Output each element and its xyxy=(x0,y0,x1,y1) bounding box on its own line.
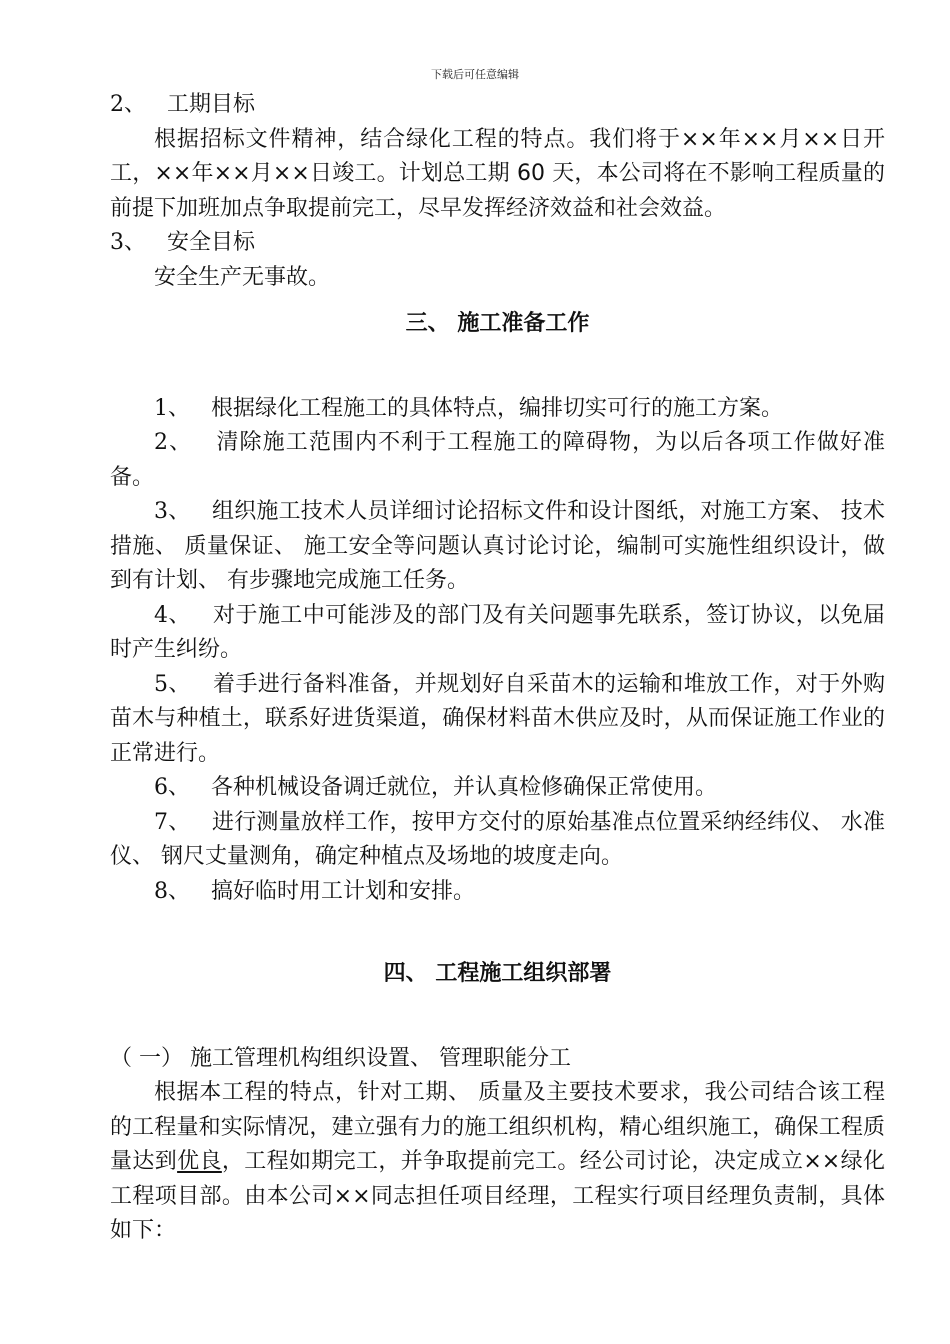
list-number: 6、 xyxy=(154,775,190,800)
list-text: 对于施工中可能涉及的部门及有关问题事先联系，签订协议，以免届时产生纠纷。 xyxy=(110,602,885,662)
list-text: 各种机械设备调迁就位，并认真检修确保正常使用。 xyxy=(210,775,717,800)
paragraph-schedule: 根据招标文件精神，结合绿化工程的特点。我们将于××年××月××日开工，××年××月××日竣工。计划总工期 60 天，本公司将在不影响工程质量的前提下加班加点争取提前完工，尽早发挥经济效益和社会效益。 xyxy=(110,126,885,221)
list-item xyxy=(110,875,885,910)
list-number: 2、 xyxy=(154,430,193,455)
underlined-text: 优良 xyxy=(177,1149,222,1174)
list-number: 8、 xyxy=(154,878,190,904)
item-number: 3、 xyxy=(110,230,146,255)
item-label: 工期目标 xyxy=(166,92,255,117)
list-item xyxy=(110,426,885,495)
list-text: 着手进行备料准备，并规划好自采苗木的运输和堆放工作，对于外购苗木与种植土，联系好进货渠道，确保材料苗木供应及时，从而保证施工作业的正常进行。 xyxy=(110,671,885,766)
list-item xyxy=(110,668,885,772)
list-item xyxy=(110,771,885,806)
list-number: 4、 xyxy=(154,602,191,628)
item-label: 安全目标 xyxy=(166,230,255,255)
paragraph-organization xyxy=(110,1076,885,1249)
section-3-title: 三、 施工准备工作 xyxy=(405,311,590,336)
section-4-title: 四、 工程施工组织部署 xyxy=(383,961,612,986)
list-item xyxy=(110,495,885,599)
paragraph-safety: 安全生产无事故。 xyxy=(154,264,331,290)
list-item xyxy=(110,599,885,668)
list-text: 进行测量放样工作，按甲方交付的原始基准点位置采纳经纬仪、 水准仪、 钢尺丈量测角，确定种植点及场地的坡度走向。 xyxy=(110,809,886,869)
list-text: 清除施工范围内不利于工程施工的障碍物，为以后各项工作做好准备。 xyxy=(110,430,886,490)
list-number: 7、 xyxy=(154,809,191,835)
item-schedule-heading xyxy=(110,88,885,123)
paragraph-text: 根据本工程的特点，针对工期、 质量及主要技术要求，我公司结合该工程的工程量和实际情况，建立强有力的施工组织机构，精心组织施工，确保工程质量达到 xyxy=(110,1080,885,1174)
item-number: 2、 xyxy=(110,92,146,117)
list-number: 1、 xyxy=(154,395,190,421)
list-number: 5、 xyxy=(154,671,191,697)
paragraph-text: ，工程如期完工，并争取提前完工。经公司讨论，决定成立××绿化工程项目部。由本公司××同志担任项目经理，工程实行项目经理负责制，具体如下： xyxy=(110,1149,885,1243)
list-text: 组织施工技术人员详细讨论招标文件和设计图纸，对施工方案、 技术措施、 质量保证、 施工安全等问题认真讨论讨论，编制可实施性组织设计，做到有计划、 有步骤地完成施工任务。 xyxy=(110,499,886,593)
page-header: 下载后可任意编辑 xyxy=(431,68,519,81)
subsection-heading: （ 一） 施工管理机构组织设置、 管理职能分工 xyxy=(110,1045,571,1071)
list-item xyxy=(110,392,885,427)
list-number: 3、 xyxy=(154,499,191,524)
list-item xyxy=(110,806,885,875)
document-body xyxy=(110,88,885,1249)
item-safety-heading xyxy=(110,226,885,261)
list-text: 搞好临时用工计划和安排。 xyxy=(210,878,475,904)
list-text: 根据绿化工程施工的具体特点，编排切实可行的施工方案。 xyxy=(210,395,783,421)
